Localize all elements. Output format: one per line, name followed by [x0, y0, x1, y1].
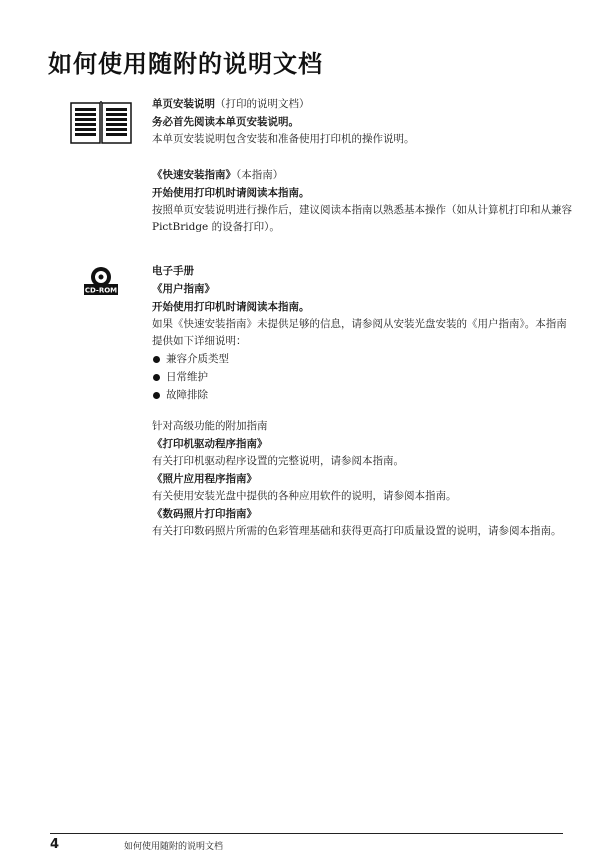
- digital-photo-guide-title: 《数码照片打印指南》: [152, 508, 257, 520]
- section-electronic-manuals: [152, 262, 572, 540]
- must-read-notice: 务必首先阅读本单页安装说明。: [152, 116, 299, 128]
- quick-start-description: 按照单页安装说明进行操作后，建议阅读本指南以熟悉基本操作（如从计算机打印和从兼容 PictBridge 的设备打印）。: [152, 204, 572, 233]
- user-guide-heading: 《用户指南》: [152, 283, 215, 295]
- bullet-dot: [153, 392, 160, 399]
- electronic-manual-heading: 电子手册: [152, 265, 194, 277]
- quick-start-note: （本指南）: [236, 169, 284, 181]
- photo-app-guide-desc: 有关使用安装光盘中提供的各种应用软件的说明，请参阅本指南。: [152, 490, 457, 502]
- single-page-description: 本单页安装说明包含安装和准备使用打印机的操作说明。: [152, 133, 415, 145]
- printer-driver-guide-desc: 有关打印机驱动程序设置的完整说明，请参阅本指南。: [152, 455, 404, 467]
- quick-start-read-when: 开始使用打印机时请阅读本指南。: [152, 187, 310, 199]
- quick-start-heading: 《快速安装指南》: [152, 169, 236, 181]
- photo-app-guide-title: 《照片应用程序指南》: [152, 473, 257, 485]
- book-icon: [70, 100, 132, 146]
- section-single-page-setup: [152, 95, 572, 148]
- user-guide-read-when: 开始使用打印机时请阅读本指南。: [152, 301, 310, 313]
- additional-guides-intro: 针对高级功能的附加指南: [152, 420, 268, 432]
- section-quick-start: [152, 166, 572, 236]
- svg-text:CD-ROM: CD-ROM: [84, 286, 118, 295]
- single-page-heading: 单页安装说明: [152, 98, 215, 110]
- footer-title: 如何使用随附的说明文档: [124, 842, 224, 852]
- single-page-note: （打印的说明文档）: [215, 98, 310, 110]
- list-item: 日常维护: [152, 368, 572, 386]
- printer-driver-guide-title: 《打印机驱动程序指南》: [152, 438, 268, 450]
- user-guide-description: 如果《快速安装指南》未提供足够的信息，请参阅从安装光盘安装的《用户指南》。本指南提供如下详细说明：: [152, 318, 567, 347]
- footer-divider: [50, 833, 563, 834]
- digital-photo-guide-desc: 有关打印数码照片所需的色彩管理基础和获得更高打印质量设置的说明，请参阅本指南。: [152, 525, 562, 537]
- bullet-dot: [153, 374, 160, 381]
- list-item: 故障排除: [152, 386, 572, 404]
- list-item: 兼容介质类型: [152, 350, 572, 368]
- page-number: 4: [50, 837, 60, 852]
- bullet-dot: [153, 356, 160, 363]
- page-title: 如何使用随附的说明文档: [48, 50, 323, 78]
- cd-rom-icon: [84, 266, 118, 296]
